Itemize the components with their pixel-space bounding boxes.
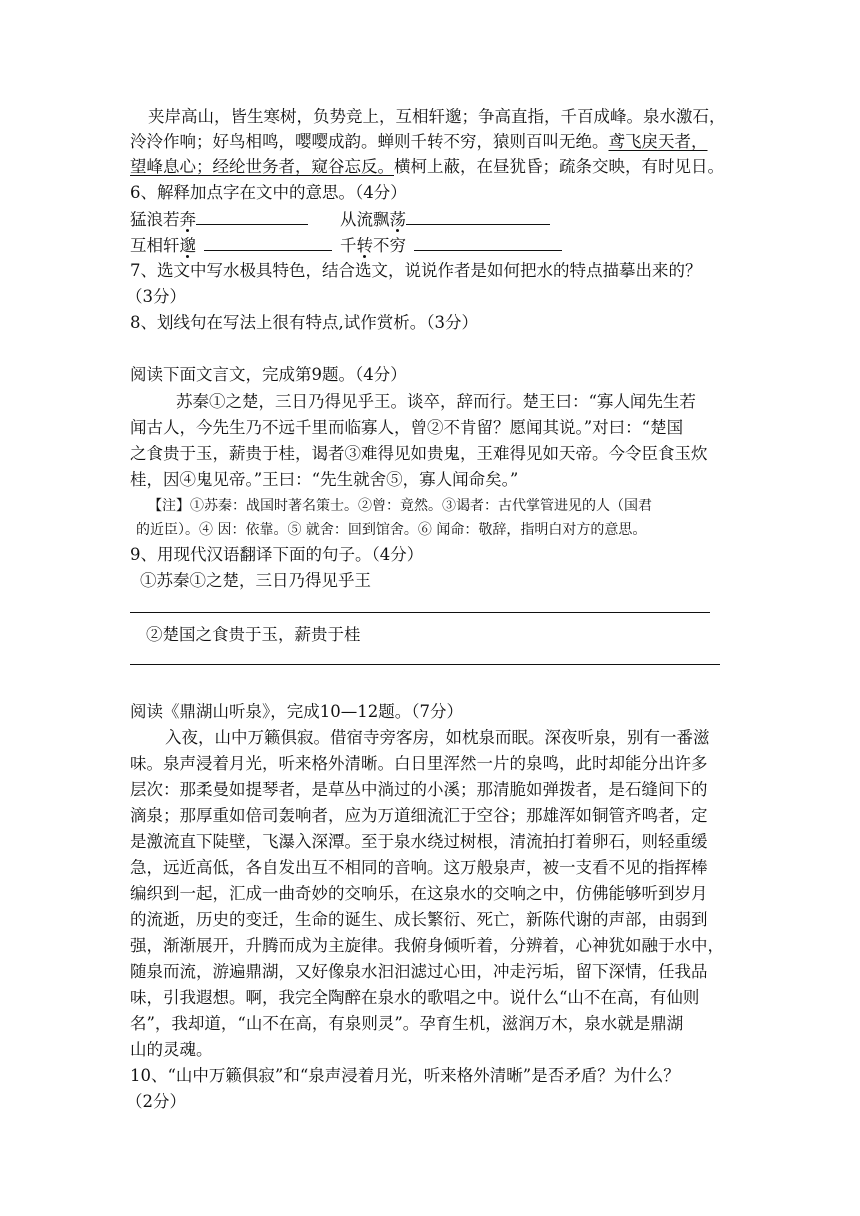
question-10-line1: 10、“山中万籁俱寂”和“泉声浸着月光，听来格外清晰”是否矛盾？为什么？ [130,1066,680,1085]
question-8: 8、划线句在写法上很有特点,试作赏析。（3分） [130,313,478,332]
section3-line: 随泉而流，游遍鼎湖，又好像泉水汩汩滤过心田，冲走污垢，留下深情，任我品 [130,962,708,981]
q6-item-2 [340,206,550,233]
underlined-sentence-part1: 鸢飞戾天者， [608,132,708,151]
section2-line3: 之食贵于玉，薪贵于桂，谒者③难得见如贵鬼，王难得见如天帝。今令臣食玉炊 [130,444,708,463]
section2-line2: 闻古人，今先生乃不远千里而临寡人，曾②不肯留？愿闻其说。”对曰：“楚国 [130,418,684,437]
passage1-line3 [130,154,724,180]
answer-blank[interactable] [204,232,332,251]
section3-line: 山的灵魂。 [130,1040,213,1059]
section3-line: 急，远近高低，各自发出互不相同的音响。这万般泉声，被一支看不见的指挥棒 [130,858,708,877]
answer-blank[interactable] [414,232,562,251]
question-7-line2: （3分） [126,287,186,306]
section3-line: 名”，我却道，“山不在高，有泉则灵”。孕育生机，滋润万木，泉水就是鼎湖 [130,1014,684,1033]
question-10-line2: （2分） [126,1092,186,1111]
question-9: 9、用现代汉语翻译下面的句子。（4分） [130,545,424,564]
q6-item-4-post: 不穷 [373,236,406,255]
section3-line: 味。泉声浸着月光，听来格外清晰。白日里浑然一片的泉鸣，此时却能分出许多 [130,754,708,773]
annotation-line1: 【注】①苏秦：战国时著名策士。②曾：竟然。③谒者：古代掌管进见的人（国君 [148,498,652,514]
dotted-char: 邈 [179,236,196,255]
q6-item-4 [340,232,562,259]
passage1-line1: 夹岸高山，皆生寒树，负势竞上，互相轩邈；争高直指，千百成峰。泉水激石， [148,107,726,126]
q9-sentence-1: ①苏秦①之楚，三日乃得见乎王 [140,571,371,590]
section3-line: 编织到一起，汇成一曲奇妙的交响乐，在这泉水的交响之中，仿佛能够听到岁月 [130,884,708,903]
section3-intro: 阅读《鼎湖山听泉》，完成10—12题。（7分） [130,702,463,721]
annotation-line2: 的近臣）。④ 因：依靠。⑤ 就舍：回到馆舍。⑥ 闻命：敬辞，指明白对方的意思。 [136,522,647,538]
section3-line: 强，渐渐展开，升腾而成为主旋律。我俯身倾听着，分辨着，心神犹如融于水中， [130,936,724,955]
q9-sentence-2: ②楚国之食贵于玉，薪贵于桂 [146,625,361,644]
section2-line1: 苏秦①之楚，三日乃得见乎王。谈卒，辞而行。楚王曰：“寡人闻先生若 [176,392,696,411]
section2-line4: 桂，因④鬼见帝。”王曰：“先生就舍⑤，寡人闻命矣。” [130,470,519,489]
passage1-line2 [130,129,708,155]
q6-item-4-pre: 千 [340,236,357,255]
section3-line: 滴泉；那厚重如倍司轰响者，应为万道细流汇于空谷；那雄浑如铜管齐鸣者，定 [130,806,708,825]
passage1-line3-text: 横柯上蔽，在昼犹昏；疏条交映，有时见日。 [394,157,724,176]
question-6: 6、解释加点字在文中的意思。（4分） [130,183,407,202]
answer-blank[interactable] [196,206,308,225]
answer-line[interactable] [130,664,720,665]
q6-item-2-pre: 从流飘 [340,210,390,229]
question-7-line1: 7、选文中写水极具特色，结合选文，说说作者是如何把水的特点描摹出来的？ [130,261,702,280]
answer-line[interactable] [130,612,710,613]
passage1-line2-text: 泠泠作响；好鸟相鸣，嘤嘤成韵。蝉则千转不穷，猿则百叫无绝。 [130,132,609,151]
q6-item-3 [130,232,332,259]
dotted-char: 荡 [389,210,406,229]
section3-line: 的流逝，历史的变迁，生命的诞生、成长繁衍、死亡，新陈代谢的声部，由弱到 [130,910,708,929]
dotted-char: 转 [356,236,373,255]
section3-line: 入夜，山中万籁俱寂。借宿寺旁客房，如枕泉而眠。深夜听泉，别有一番滋 [165,728,710,747]
q6-item-1-pre: 猛浪若 [130,210,180,229]
answer-blank[interactable] [406,206,550,225]
section3-line: 是激流直下陡壁，飞瀑入深潭。至于泉水绕过树根，清流拍打着卵石，则轻重缓 [130,832,708,851]
underlined-sentence-part2: 望峰息心；经纶世务者，窥谷忘反。 [130,157,394,176]
q6-item-1 [130,206,308,233]
section3-line: 味，引我遐想。啊，我完全陶醉在泉水的歌唱之中。说什么“山不在高，有仙则 [130,988,700,1007]
section3-line: 层次：那柔曼如提琴者，是草丛中淌过的小溪；那清脆如弹拨者，是石缝间下的 [130,780,708,799]
section2-intro: 阅读下面文言文，完成第9题。（4分） [130,365,407,384]
dotted-char: 奔 [179,210,196,229]
q6-item-3-pre: 互相轩 [130,236,180,255]
